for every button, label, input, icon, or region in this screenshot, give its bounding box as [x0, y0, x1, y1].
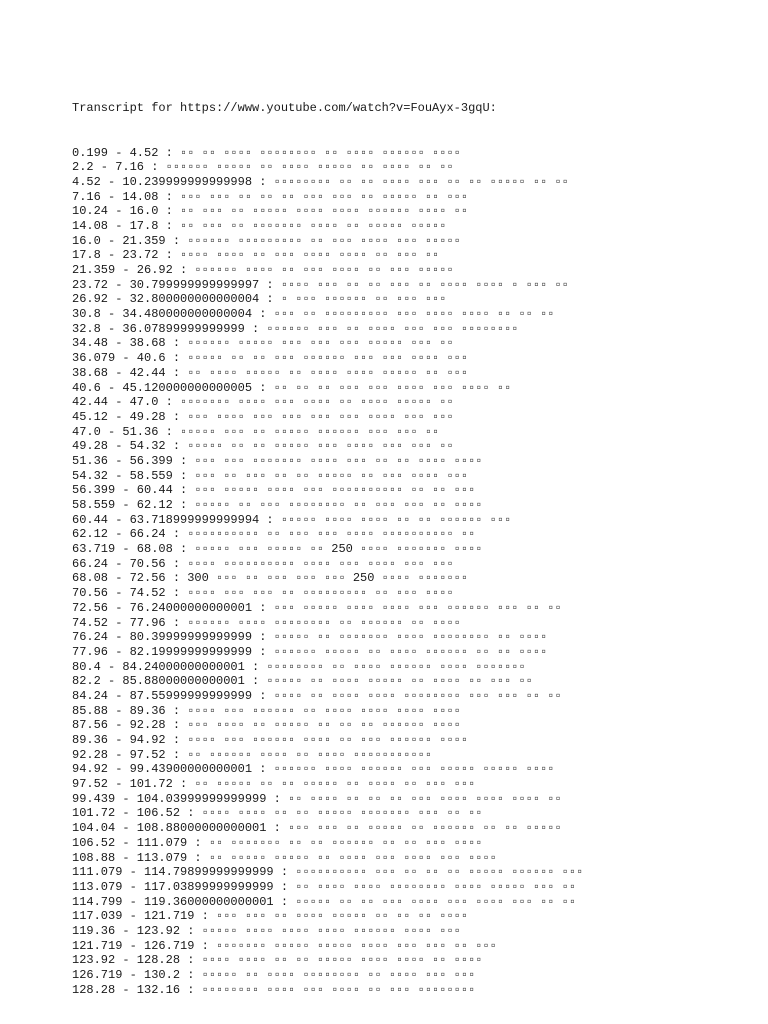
transcript-line: 89.36 - 94.92 : ▫▫▫▫ ▫▫▫ ▫▫▫▫▫▫ ▫▫▫▫ ▫▫ ▫▫▫ ▫▫▫▫▫▫ ▫▫▫▫ — [72, 733, 469, 747]
transcript-line: 114.799 - 119.36000000000001 : ▫▫▫▫▫ ▫▫ ▫▫ ▫▫▫ ▫▫▫▫ ▫▫▫ ▫▫▫▫ ▫▫▫ ▫▫ ▫▫ — [72, 894, 577, 909]
transcript-line: 74.52 - 77.96 : ▫▫▫▫▫▫ ▫▫▫▫ ▫▫▫▫▫▫▫▫ ▫▫ ▫▫▫▫▫▫ ▫▫ ▫▫▫▫ — [72, 615, 461, 630]
transcript-line: 117.039 - 121.719 : ▫▫▫ ▫▫▫ ▫▫ ▫▫▫▫ ▫▫▫▫▫ ▫▫ ▫▫ ▫▫ ▫▫▫▫ — [72, 909, 469, 924]
transcript-line: 16.0 - 21.359 : ▫▫▫▫▫▫ ▫▫▫▫▫▫▫▫▫ ▫▫ ▫▫▫ ▫▫▫▫ ▫▫▫ ▫▫▫▫▫ — [72, 233, 461, 248]
transcript-line: 121.719 - 126.719 : ▫▫▫▫▫▫▫ ▫▫▫▫▫ ▫▫▫▫▫ ▫▫▫▫ ▫▫▫ ▫▫▫ ▫▫ ▫▫▫ — [72, 938, 497, 953]
transcript-line: 10.24 - 16.0 : ▫▫ ▫▫▫ ▫▫ ▫▫▫▫▫ ▫▫▫▫ ▫▫▫▫ ▫▫▫▫▫▫ ▫▫▫▫ ▫▫ — [72, 204, 469, 219]
transcript-line: 126.719 - 130.2 : ▫▫▫▫▫ ▫▫ ▫▫▫▫ ▫▫▫▫▫▫▫▫ ▫▫ ▫▫▫▫ ▫▫▫ ▫▫▫ — [72, 968, 476, 982]
transcript-line: 97.52 - 101.72 : ▫▫ ▫▫▫▫▫ ▫▫ ▫▫ ▫▫▫▫▫ ▫▫ ▫▫▫▫ ▫▫ ▫▫▫ ▫▫▫ — [72, 777, 476, 792]
transcript-line: 7.16 - 14.08 : ▫▫▫ ▫▫▫ ▫▫ ▫▫ ▫▫ ▫▫▫ ▫▫▫ ▫▫ ▫▫▫▫▫ ▫▫ ▫▫▫ — [72, 189, 469, 204]
transcript-line: 21.359 - 26.92 : ▫▫▫▫▫▫ ▫▫▫▫ ▫▫ ▫▫▫ ▫▫▫▫ ▫▫ ▫▫▫ ▫▫▫▫▫ — [72, 263, 454, 277]
transcript-line: 108.88 - 113.079 : ▫▫ ▫▫▫▫▫ ▫▫▫▫▫ ▫▫ ▫▫▫▫ ▫▫▫ ▫▫▫▫ ▫▫▫ ▫▫▫▫ — [72, 850, 497, 865]
transcript-line: 58.559 - 62.12 : ▫▫▫▫▫ ▫▫ ▫▫▫ ▫▫▫▫▫▫▫▫ ▫▫ ▫▫▫ ▫▫▫ ▫▫ ▫▫▫▫ — [72, 498, 483, 512]
transcript-line: 45.12 - 49.28 : ▫▫▫ ▫▫▫▫ ▫▫▫ ▫▫▫ ▫▫▫ ▫▫▫ ▫▫▫▫ ▫▫▫ ▫▫▫ — [72, 409, 454, 424]
transcript-line: 2.2 - 7.16 : ▫▫▫▫▫▫ ▫▫▫▫▫ ▫▫ ▫▫▫▫ ▫▫▫▫▫ ▫▫ ▫▫▫▫ ▫▫ ▫▫ — [72, 160, 454, 175]
transcript-lines — [72, 146, 752, 998]
transcript-line: 62.12 - 66.24 : ▫▫▫▫▫▫▫▫▫▫ ▫▫ ▫▫▫ ▫▫▫ ▫▫▫▫ ▫▫▫▫▫▫▫▫▫▫ ▫▫ — [72, 527, 476, 542]
transcript-line: 99.439 - 104.03999999999999 : ▫▫ ▫▫▫▫ ▫▫ ▫▫ ▫▫ ▫▫▫ ▫▫▫▫ ▫▫▫▫ ▫▫▫▫ ▫▫ — [72, 791, 562, 806]
transcript-line: 101.72 - 106.52 : ▫▫▫▫ ▫▫▫▫ ▫▫ ▫▫ ▫▫▫▫▫ ▫▫▫▫▫▫▫ ▫▫▫ ▫▫ ▫▫ — [72, 806, 483, 821]
transcript-line: 30.8 - 34.480000000000004 : ▫▫▫ ▫▫ ▫▫▫▫▫▫▫▫▫ ▫▫▫ ▫▫▫▫ ▫▫▫▫ ▫▫ ▫▫ ▫▫ — [72, 307, 555, 322]
transcript-line: 84.24 - 87.55999999999999 : ▫▫▫▫ ▫▫ ▫▫▫▫ ▫▫▫▫ ▫▫▫▫▫▫▫▫ ▫▫▫ ▫▫▫ ▫▫ ▫▫ — [72, 688, 562, 703]
transcript-line: 128.28 - 132.16 : ▫▫▫▫▫▫▫▫ ▫▫▫▫ ▫▫▫ ▫▫▫▫ ▫▫ ▫▫▫ ▫▫▫▫▫▫▫▫ — [72, 982, 476, 997]
transcript-line: 72.56 - 76.24000000000001 : ▫▫▫ ▫▫▫▫▫ ▫▫▫▫ ▫▫▫▫ ▫▫▫ ▫▫▫▫▫▫ ▫▫▫ ▫▫ ▫▫ — [72, 600, 562, 615]
transcript-line: 40.6 - 45.120000000000005 : ▫▫ ▫▫ ▫▫ ▫▫▫ ▫▫▫ ▫▫▫▫ ▫▫▫ ▫▫▫▫ ▫▫ — [72, 380, 512, 395]
transcript-line: 77.96 - 82.19999999999999 : ▫▫▫▫▫▫ ▫▫▫▫▫ ▫▫ ▫▫▫▫ ▫▫▫▫▫▫ ▫▫ ▫▫ ▫▫▫▫ — [72, 644, 548, 659]
transcript-line: 14.08 - 17.8 : ▫▫ ▫▫▫ ▫▫ ▫▫▫▫▫▫▫ ▫▫▫▫ ▫▫ ▫▫▫▫▫ ▫▫▫▫▫ — [72, 218, 447, 233]
transcript-line: 94.92 - 99.43900000000001 : ▫▫▫▫▫▫ ▫▫▫▫ ▫▫▫▫▫▫ ▫▫▫ ▫▫▫▫▫ ▫▫▫▫▫ ▫▫▫▫ — [72, 762, 555, 777]
transcript-line: 26.92 - 32.800000000000004 : ▫ ▫▫▫ ▫▫▫▫▫▫ ▫▫ ▫▫▫ ▫▫▫ — [72, 292, 447, 307]
transcript-line: 87.56 - 92.28 : ▫▫▫ ▫▫▫▫ ▫▫ ▫▫▫▫▫ ▫▫ ▫▫ ▫▫ ▫▫▫▫▫▫ ▫▫▫▫ — [72, 718, 461, 733]
transcript-line: 68.08 - 72.56 : 300 ▫▫▫ ▫▫ ▫▫▫ ▫▫▫ ▫▫▫ 250 ▫▫▫▫ ▫▫▫▫▫▫▫ — [72, 571, 469, 586]
transcript-line: 54.32 - 58.559 : ▫▫▫ ▫▫ ▫▫▫ ▫▫ ▫▫ ▫▫▫▫▫ ▫▫ ▫▫▫ ▫▫▫▫ ▫▫▫ — [72, 468, 469, 483]
transcript-line: 0.199 - 4.52 : ▫▫ ▫▫ ▫▫▫▫ ▫▫▫▫▫▫▫▫ ▫▫ ▫▫▫▫ ▫▫▫▫▫▫ ▫▫▫▫ — [72, 145, 461, 160]
transcript-line: 42.44 - 47.0 : ▫▫▫▫▫▫▫ ▫▫▫▫ ▫▫▫ ▫▫▫▫ ▫▫ ▫▫▫▫ ▫▫▫▫▫ ▫▫ — [72, 395, 454, 410]
transcript-line: 111.079 - 114.79899999999999 : ▫▫▫▫▫▫▫▫▫▫ ▫▫▫ ▫▫ ▫▫ ▫▫ ▫▫▫▫▫ ▫▫▫▫▫▫ ▫▫▫ — [72, 865, 584, 880]
transcript-line: 17.8 - 23.72 : ▫▫▫▫ ▫▫▫▫ ▫▫ ▫▫▫ ▫▫▫▫ ▫▫▫▫ ▫▫ ▫▫▫ ▫▫ — [72, 248, 440, 263]
transcript-line: 66.24 - 70.56 : ▫▫▫▫ ▫▫▫▫▫▫▫▫▫▫ ▫▫▫▫ ▫▫▫ ▫▫▫▫ ▫▫▫ ▫▫▫ — [72, 556, 454, 571]
transcript-line: 60.44 - 63.718999999999994 : ▫▫▫▫▫ ▫▫▫▫ ▫▫▫▫ ▫▫ ▫▫ ▫▫▫▫▫▫ ▫▫▫ — [72, 512, 512, 527]
transcript-line: 47.0 - 51.36 : ▫▫▫▫▫ ▫▫▫ ▫▫ ▫▫▫▫▫ ▫▫▫▫▫▫ ▫▫▫ ▫▫▫ ▫▫ — [72, 424, 440, 439]
transcript-line: 106.52 - 111.079 : ▫▫ ▫▫▫▫▫▫▫ ▫▫ ▫▫ ▫▫▫▫▫▫ ▫▫ ▫▫ ▫▫▫ ▫▫▫▫ — [72, 835, 483, 850]
transcript-line: 82.2 - 85.88000000000001 : ▫▫▫▫▫ ▫▫ ▫▫▫▫ ▫▫▫▫▫ ▫▫ ▫▫▫▫ ▫▫ ▫▫▫ ▫▫ — [72, 674, 533, 689]
transcript-line: 23.72 - 30.799999999999997 : ▫▫▫▫ ▫▫▫ ▫▫ ▫▫ ▫▫▫ ▫▫ ▫▫▫▫ ▫▫▫▫ ▫ ▫▫▫ ▫▫ — [72, 277, 569, 292]
transcript-line: 76.24 - 80.39999999999999 : ▫▫▫▫▫ ▫▫ ▫▫▫▫▫▫▫ ▫▫▫▫ ▫▫▫▫▫▫▫▫ ▫▫ ▫▫▫▫ — [72, 630, 548, 645]
transcript-line: 119.36 - 123.92 : ▫▫▫▫▫ ▫▫▫▫ ▫▫▫▫ ▫▫▫▫ ▫▫▫▫▫▫ ▫▫▫▫ ▫▫▫ — [72, 923, 461, 938]
transcript-line: 34.48 - 38.68 : ▫▫▫▫▫▫ ▫▫▫▫▫ ▫▫▫ ▫▫▫ ▫▫▫ ▫▫▫▫▫ ▫▫▫ ▫▫ — [72, 336, 454, 351]
transcript-line: 104.04 - 108.88000000000001 : ▫▫▫ ▫▫▫ ▫▫ ▫▫▫▫▫ ▫▫ ▫▫▫▫▫▫ ▫▫ ▫▫ ▫▫▫▫▫ — [72, 821, 562, 836]
transcript-line: 36.079 - 40.6 : ▫▫▫▫▫ ▫▫ ▫▫ ▫▫▫ ▫▫▫▫▫▫ ▫▫▫ ▫▫▫ ▫▫▫▫ ▫▫▫ — [72, 351, 469, 366]
transcript-line: 4.52 - 10.239999999999998 : ▫▫▫▫▫▫▫▫ ▫▫ ▫▫ ▫▫▫▫ ▫▫▫ ▫▫ ▫▫ ▫▫▫▫▫ ▫▫ ▫▫ — [72, 174, 569, 189]
transcript-line: 38.68 - 42.44 : ▫▫ ▫▫▫▫ ▫▫▫▫▫ ▫▫ ▫▫▫▫ ▫▫▫▫ ▫▫▫▫▫ ▫▫ ▫▫▫ — [72, 365, 469, 380]
transcript-header: Transcript for https://www.youtube.com/watch?v=FouAyx-3gqU: — [72, 101, 497, 116]
transcript-line: 63.719 - 68.08 : ▫▫▫▫▫ ▫▫▫ ▫▫▫▫▫ ▫▫ 250 ▫▫▫▫ ▫▫▫▫▫▫▫ ▫▫▫▫ — [72, 542, 483, 557]
transcript-line: 85.88 - 89.36 : ▫▫▫▫ ▫▫▫ ▫▫▫▫▫▫ ▫▫ ▫▫▫▫ ▫▫▫▫ ▫▫▫▫ ▫▫▫▫ — [72, 703, 461, 718]
transcript-line: 123.92 - 128.28 : ▫▫▫▫ ▫▫▫▫ ▫▫ ▫▫ ▫▫▫▫▫ ▫▫▫▫ ▫▫▫▫ ▫▫ ▫▫▫▫ — [72, 953, 483, 968]
transcript-line: 113.079 - 117.03899999999999 : ▫▫ ▫▫▫▫ ▫▫▫▫ ▫▫▫▫▫▫▫▫ ▫▫▫▫ ▫▫▫▫▫ ▫▫▫ ▫▫ — [72, 879, 577, 894]
transcript-line: 51.36 - 56.399 : ▫▫▫ ▫▫▫ ▫▫▫▫▫▫▫ ▫▫▫▫ ▫▫▫ ▫▫ ▫▫ ▫▫▫▫ ▫▫▫▫ — [72, 453, 483, 468]
transcript-line: 80.4 - 84.24000000000001 : ▫▫▫▫▫▫▫▫ ▫▫ ▫▫▫▫ ▫▫▫▫▫▫ ▫▫▫▫ ▫▫▫▫▫▫▫ — [72, 659, 526, 674]
transcript-line: 49.28 - 54.32 : ▫▫▫▫▫ ▫▫ ▫▫ ▫▫▫▫▫ ▫▫▫ ▫▫▫▫ ▫▫▫ ▫▫▫ ▫▫ — [72, 439, 454, 454]
transcript-line: 70.56 - 74.52 : ▫▫▫▫ ▫▫▫ ▫▫▫ ▫▫ ▫▫▫▫▫▫▫▫▫ ▫▫ ▫▫▫ ▫▫▫▫ — [72, 586, 454, 601]
transcript-line: 92.28 - 97.52 : ▫▫ ▫▫▫▫▫▫ ▫▫▫▫ ▫▫ ▫▫▫▫ ▫▫▫▫▫▫▫▫▫▫▫ — [72, 747, 433, 762]
transcript-line: 56.399 - 60.44 : ▫▫▫ ▫▫▫▫▫ ▫▫▫▫ ▫▫▫ ▫▫▫▫▫▫▫▫▫▫ ▫▫ ▫▫ ▫▫▫ — [72, 483, 476, 498]
transcript-line: 32.8 - 36.07899999999999 : ▫▫▫▫▫▫ ▫▫▫ ▫▫ ▫▫▫▫ ▫▫▫ ▫▫▫ ▫▫▫▫▫▫▫▫ — [72, 321, 519, 336]
transcript-page — [72, 72, 752, 1012]
